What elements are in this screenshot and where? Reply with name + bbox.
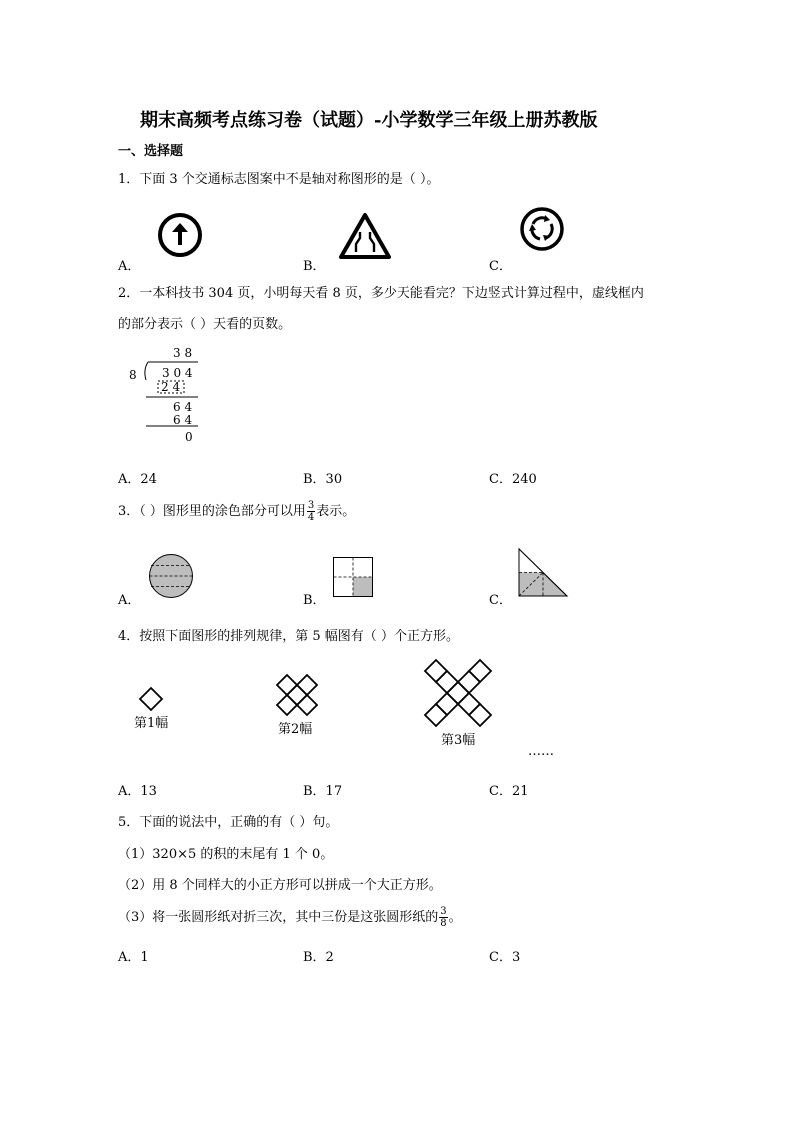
pattern-figure-3 bbox=[424, 659, 492, 727]
q5-option-b[interactable]: B．2 bbox=[303, 950, 334, 965]
straight-ahead-arrow-icon bbox=[157, 212, 203, 258]
q2-stem-line1: 2．一本科技书 304 页，小明每天看 8 页，多少天能看完？下边竖式计算过程中，虚线框内 bbox=[118, 286, 644, 301]
q3-option-c[interactable]: C． bbox=[489, 593, 512, 608]
division-remainder: 0 bbox=[185, 430, 193, 444]
fraction-denominator: 8 bbox=[440, 918, 447, 929]
q4-option-c[interactable]: C．21 bbox=[489, 784, 529, 799]
shaded-triangle-figure bbox=[518, 548, 568, 598]
pattern-label-2: 第2幅 bbox=[278, 722, 313, 737]
three-quarters-fraction bbox=[307, 500, 315, 523]
q1-stem: 1．下面 3 个交通标志图案中不是轴对称图形的是（ ）。 bbox=[118, 172, 440, 187]
q3-stem-pre: 3．（ ）图形里的涂色部分可以用 bbox=[118, 504, 306, 519]
q3-option-a[interactable]: A． bbox=[118, 593, 141, 608]
section-heading: 一、选择题 bbox=[118, 144, 184, 159]
q5-statement-3 bbox=[118, 906, 462, 929]
three-eighths-fraction bbox=[439, 906, 447, 929]
division-quotient: 3 8 bbox=[173, 346, 193, 360]
pattern-label-1: 第1幅 bbox=[134, 716, 169, 731]
division-boxed-product: 2 4 bbox=[161, 380, 181, 394]
fraction-denominator: 4 bbox=[307, 512, 315, 523]
division-product: 6 4 bbox=[173, 413, 193, 427]
q5-option-a[interactable]: A．1 bbox=[118, 950, 149, 965]
pattern-label-3: 第3幅 bbox=[441, 733, 476, 748]
page-title: 期末高频考点练习卷（试题）-小学数学三年级上册苏教版 bbox=[140, 110, 598, 131]
q3-stem-post: 表示。 bbox=[316, 504, 356, 519]
q2-stem-line2: 的部分表示（ ）天看的页数。 bbox=[118, 317, 292, 332]
q2-option-a[interactable]: A．24 bbox=[118, 472, 157, 487]
q2-option-c[interactable]: C．240 bbox=[489, 472, 537, 487]
pattern-ellipsis: …… bbox=[528, 744, 554, 759]
road-narrows-warning-icon bbox=[338, 212, 392, 260]
shaded-square-figure bbox=[333, 557, 373, 597]
q5-statement-3-pre: （3）将一张圆形纸对折三次，其中三份是这张圆形纸的 bbox=[118, 910, 439, 925]
q4-option-a[interactable]: A．13 bbox=[118, 784, 157, 799]
q5-option-c[interactable]: C．3 bbox=[489, 950, 521, 965]
shaded-circle-figure bbox=[148, 553, 194, 599]
division-dividend: 3 0 4 bbox=[162, 366, 193, 380]
fraction-numerator: 3 bbox=[440, 906, 447, 917]
q4-option-b[interactable]: B．17 bbox=[303, 784, 343, 799]
division-divisor: 8 bbox=[129, 368, 137, 382]
q3-option-b[interactable]: B． bbox=[303, 593, 326, 608]
q4-stem: 4．按照下面图形的排列规律，第 5 幅图有（ ）个正方形。 bbox=[118, 629, 459, 644]
pattern-figure-1 bbox=[138, 686, 164, 712]
division-partial: 6 4 bbox=[173, 400, 193, 414]
fraction-numerator: 3 bbox=[307, 500, 315, 511]
q5-statement-1: （1）320×5 的积的末尾有 1 个 0。 bbox=[118, 847, 334, 862]
q1-option-c[interactable]: C． bbox=[489, 259, 512, 274]
q5-statement-2: （2）用 8 个同样大的小正方形可以拼成一个大正方形。 bbox=[118, 878, 442, 893]
q3-stem bbox=[118, 500, 355, 523]
q5-statement-3-post: 。 bbox=[448, 910, 462, 925]
q1-option-a[interactable]: A． bbox=[118, 259, 141, 274]
roundabout-icon bbox=[519, 206, 565, 252]
q2-option-b[interactable]: B．30 bbox=[303, 472, 343, 487]
pattern-figure-2 bbox=[274, 672, 320, 718]
q5-stem: 5．下面的说法中，正确的有（ ）句。 bbox=[118, 815, 339, 830]
q1-option-b[interactable]: B． bbox=[303, 259, 326, 274]
